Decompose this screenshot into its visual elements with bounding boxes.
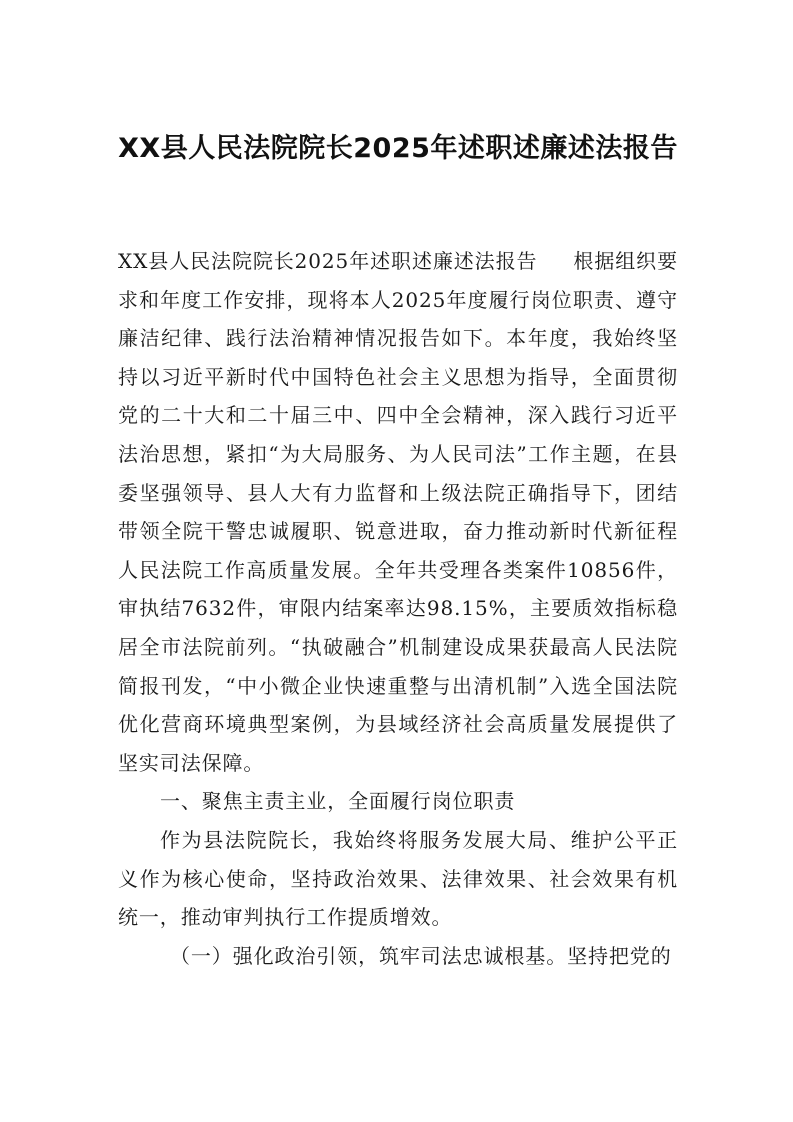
- document-body: [118, 242, 678, 975]
- subsection-1-paragraph: （一）强化政治引领，筑牢司法忠诚根基。坚持把党的: [170, 943, 672, 968]
- intro-paragraph: [118, 242, 678, 782]
- document-title: XX县人民法院院长2025年述职述廉述法报告: [118, 133, 678, 164]
- intro-text: 根据组织要求和年度工作安排，现将本人2025年度履行岗位职责、遵守廉洁纪律、践行法治精神情况报告如下。本年度，我始终坚持以习近平新时代中国特色社会主义思想为指导，全面贯彻党的二十大和二十届三中、四中全会精神，深入践行习近平法治思想，紧扣“为大局服务、为人民司法”工作主题，在县委坚强领导、县人大有力监督和上级法院正确指导下，团结带领全院干警忠诚履职、锐意进取，奋力推动新时代新征程人民法院工作高质量发展。全年共受理各类案件10856件，审执结7632件，审限内结案率达98.15%，主要质效指标稳居全市法院前列。“执破融合”机制建设成果获最高人民法院简报刊发，“中小微企业快速重整与出清机制”入选全国法院优化营商环境典型案例，为县域经济社会高质量发展提供了坚实司法保障。: [118, 249, 678, 775]
- section-1-heading: 一、聚焦主责主业，全面履行岗位职责: [160, 789, 516, 814]
- intro-heading-echo: XX县人民法院院长2025年述职述廉述法报告: [118, 249, 538, 273]
- section-1-paragraph: 作为县法院院长，我始终将服务发展大局、维护公平正义作为核心使命，坚持政治效果、法律效果、社会效果有机统一，推动审判执行工作提质增效。: [118, 827, 678, 930]
